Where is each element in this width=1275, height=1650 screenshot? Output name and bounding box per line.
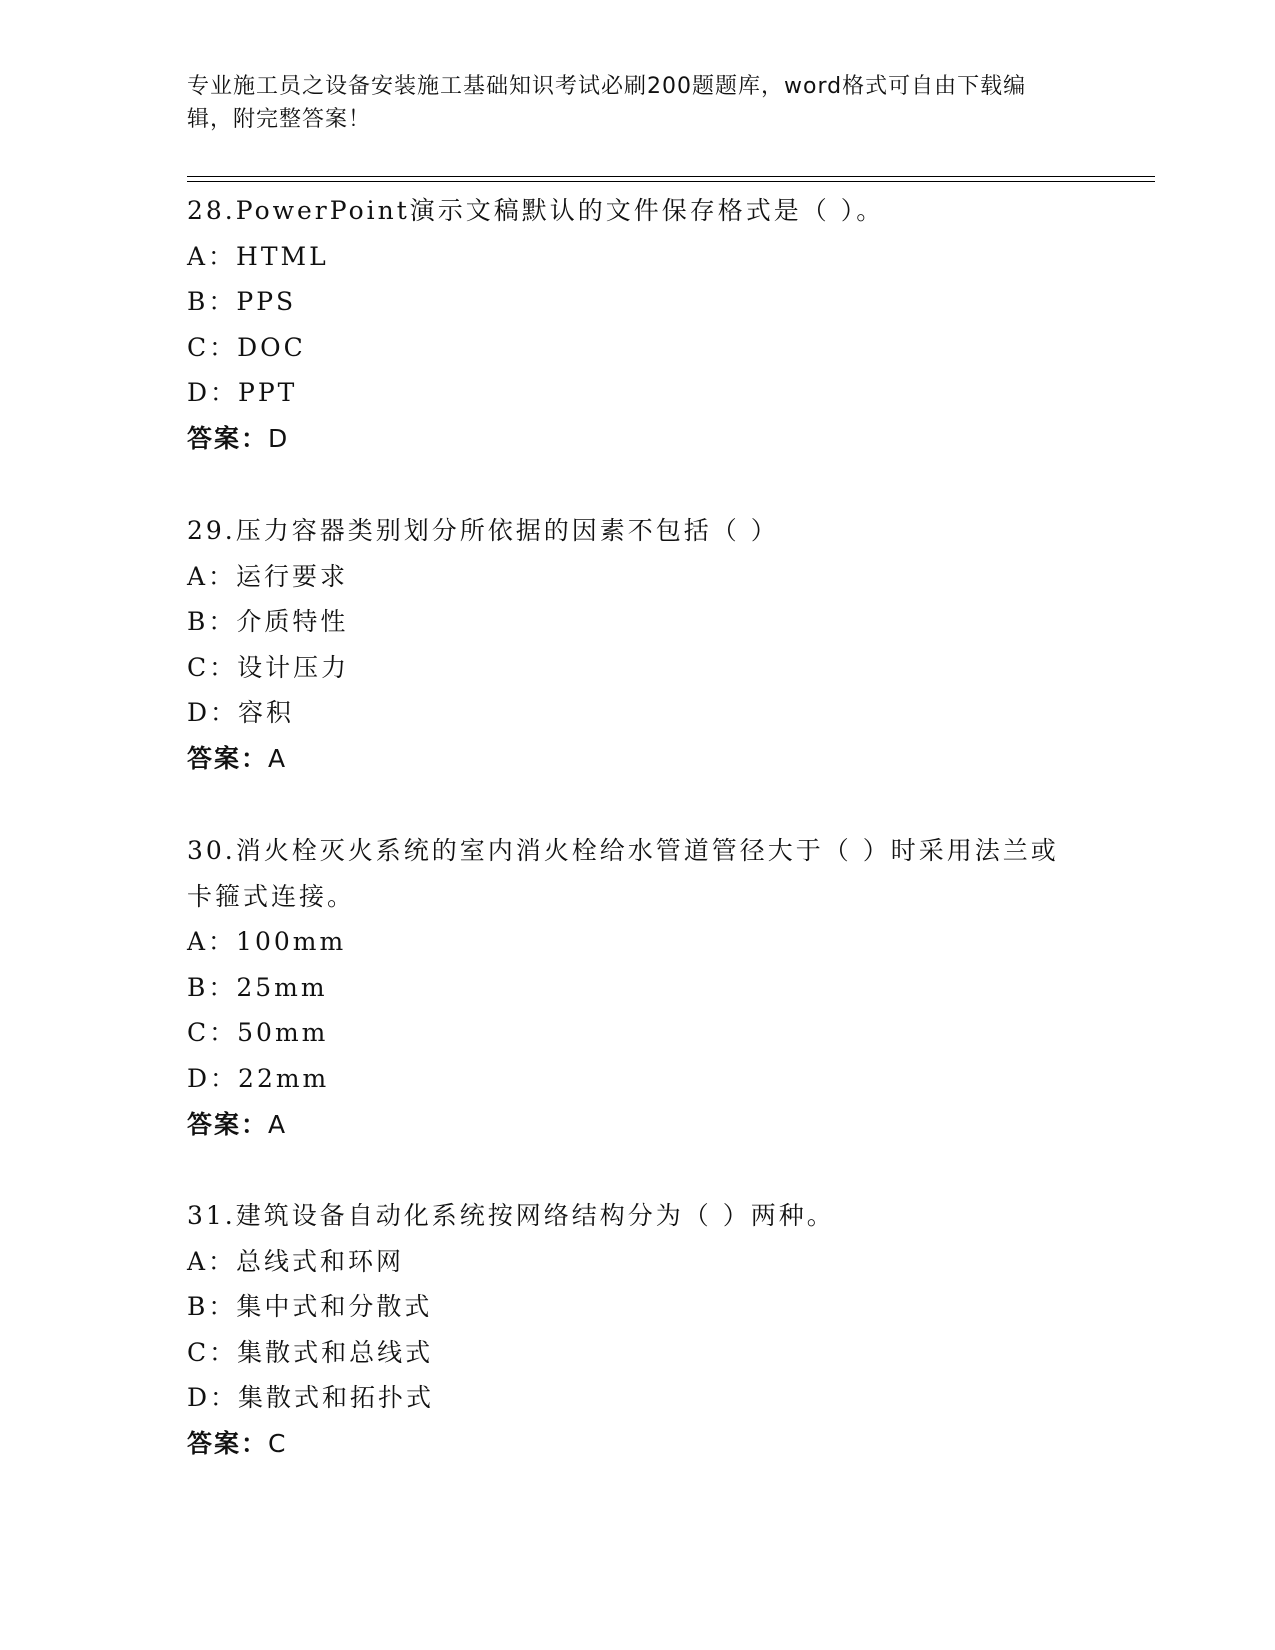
answer-label: 答案： (187, 1428, 269, 1458)
question-stem: 29.压力容器类别划分所依据的因素不包括（ ） (187, 516, 779, 545)
option-c: C：50mm (187, 1018, 329, 1048)
question-stem: 31.建筑设备自动化系统按网络结构分为（ ）两种。 (187, 1201, 835, 1230)
question-30 (187, 828, 1067, 1147)
option-a: A：HTML (187, 241, 329, 271)
option-d: D：PPT (187, 378, 298, 408)
header-divider-top (187, 176, 1155, 177)
answer-value: D (268, 423, 290, 453)
answer-line (187, 736, 1067, 782)
answer-line (187, 416, 1067, 462)
answer-label: 答案： (187, 423, 269, 453)
answer-value: A (268, 743, 288, 773)
option-c: C：设计压力 (187, 652, 350, 682)
question-31 (187, 1193, 1067, 1467)
question-stem: 28.PowerPoint演示文稿默认的文件保存格式是（ ）。 (187, 196, 885, 225)
option-b: B：PPS (187, 287, 297, 317)
answer-value: C (268, 1428, 288, 1458)
option-c: C：DOC (187, 332, 306, 362)
answer-line (187, 1102, 1067, 1148)
option-a: A：运行要求 (187, 561, 349, 591)
option-d: D：22mm (187, 1063, 330, 1093)
question-stem: 30.消火栓灭火系统的室内消火栓给水管道管径大于（ ）时采用法兰或卡箍式连接。 (187, 836, 1059, 911)
option-b: B：25mm (187, 972, 328, 1002)
document-header: 专业施工员之设备安装施工基础知识考试必刷200题题库，word格式可自由下载编辑，附完整答案！ (187, 74, 1027, 132)
answer-label: 答案： (187, 1109, 269, 1139)
option-b: B：介质特性 (187, 607, 349, 637)
option-c: C：集散式和总线式 (187, 1337, 434, 1367)
option-a: A：100mm (187, 927, 347, 957)
option-d: D：集散式和拓扑式 (187, 1383, 435, 1413)
answer-label: 答案： (187, 743, 269, 773)
answer-value: A (268, 1109, 288, 1139)
answer-line (187, 1421, 1067, 1467)
option-d: D：容积 (187, 698, 295, 728)
option-b: B：集中式和分散式 (187, 1292, 433, 1322)
question-29 (187, 508, 1067, 782)
header-divider-bottom (187, 181, 1155, 182)
option-a: A：总线式和环网 (187, 1246, 405, 1276)
question-28 (187, 188, 1067, 462)
